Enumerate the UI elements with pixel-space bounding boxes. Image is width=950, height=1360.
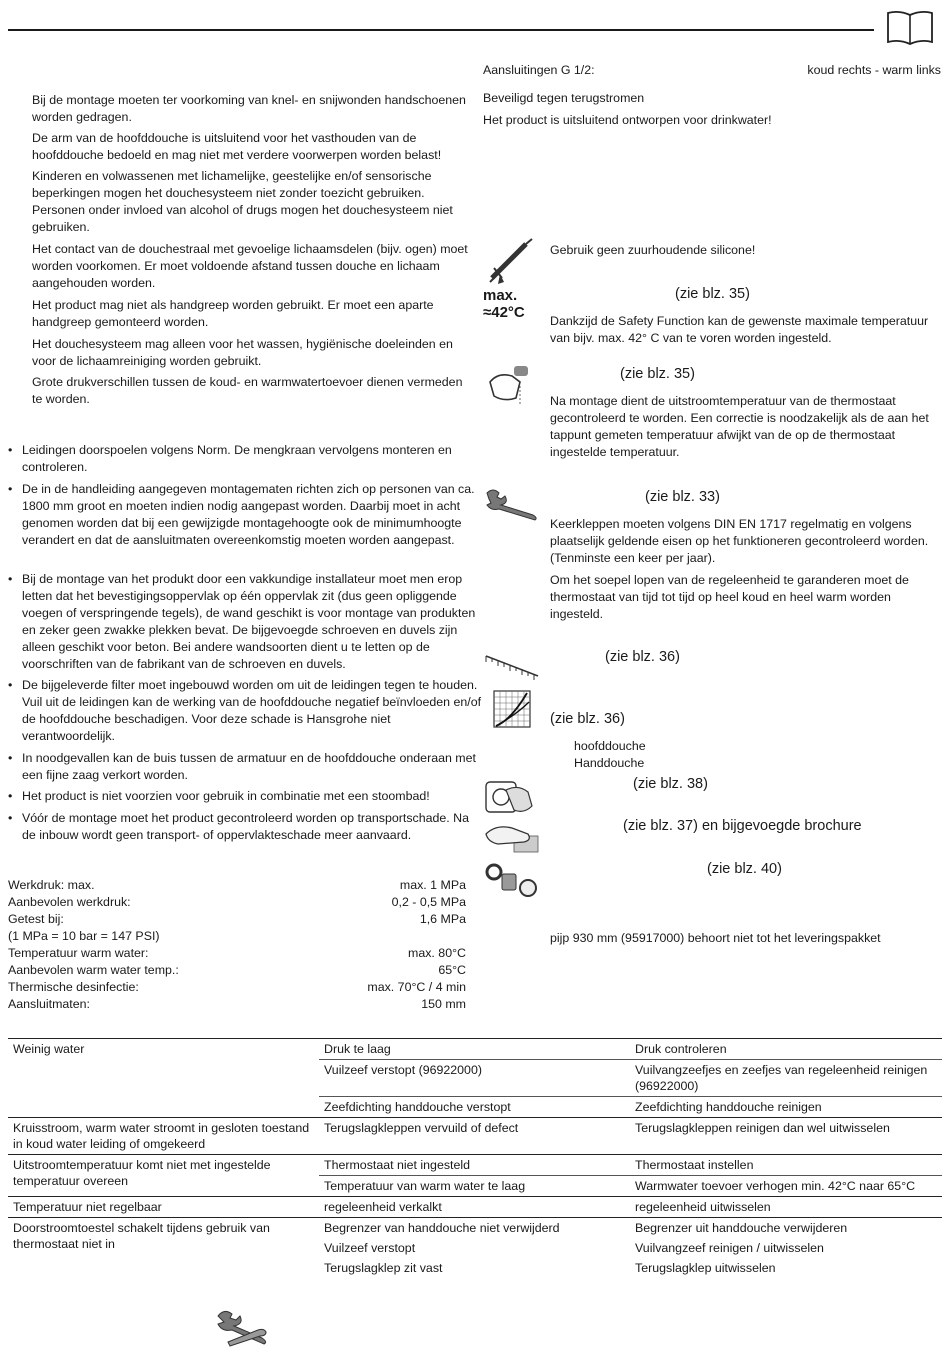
remedy-cell: Vuilvangzeefjes en zeefjes van regeleenheid reinigen (96922000) [630, 1060, 942, 1097]
temperature-label: ≈42°C [483, 304, 525, 321]
montage-bullet: • De in de handleiding aangegeven montagematen richten zich op personen van ca. 1800 mm groot en moeten indien nodig aangepast worden. Daarbij moet in acht genomen worden dat bij een gewijzigde montagehoogte ook de minimumhoogte verandert en dat de aansluitmaten overeenkomstig moeten worden aangepast. [8, 481, 482, 549]
troubleshooting-table [8, 1038, 942, 1278]
remedy-cell: Thermostaat instellen [630, 1155, 942, 1176]
page-reference: (zie blz. 37) en bijgevoegde brochure [623, 818, 862, 834]
remedy-cell: Terugslagkleppen reinigen dan wel uitwisselen [630, 1118, 942, 1155]
cause-cell: Zeefdichting handdouche verstopt [319, 1097, 630, 1118]
silicone-gun-icon [486, 238, 534, 284]
flow-diagram-icon [493, 690, 531, 728]
safety-paragraph: De arm van de hoofddouche is uitsluitend voor het vasthouden van de hoofddouche bedoeld en mag niet met verdere voorwerpen worden belast! [32, 131, 442, 162]
problem-cell: Temperatuur niet regelbaar [8, 1197, 319, 1218]
spec-label: Werkdruk: max. [8, 878, 95, 892]
cause-cell: Temperatuur van warm water te laag [319, 1176, 630, 1197]
remedy-cell: Warmwater toevoer verhogen min. 42°C naar 65°C [630, 1176, 942, 1197]
header-rule [8, 29, 874, 31]
book-icon [885, 10, 935, 46]
thermostat-hand-icon [486, 362, 534, 406]
safety-paragraph: Bij de montage moeten ter voorkoming van knel- en snijwonden handschoenen worden gedragen. [32, 93, 466, 124]
remedy-cell: Begrenzer uit handdouche verwijderen [630, 1218, 942, 1239]
ruler-icon [484, 648, 540, 684]
table-row [8, 1197, 942, 1218]
cause-cell: regeleenheid verkalkt [319, 1197, 630, 1218]
maintenance-text: Om het soepel lopen van de regeleenheid te garanderen moet de thermostaat van tijd tot tijd op heel koud en heel warm worden ingesteld. [550, 573, 909, 621]
spec-value: 150 mm [421, 997, 466, 1011]
montage-bullet: • De bijgeleverde filter moet ingebouwd worden om uit de leidingen tegen te houden. Vuil uit de leidingen kan de werking van de hoofddouche negatief beïnvloeden en/of de hoofddouche beschadigen. Voor deze schade is Hansgrohe niet verantwoordelijk. [8, 677, 482, 745]
spec-label: Temperatuur warm water: [8, 946, 149, 960]
wrench-icon [483, 487, 539, 521]
drinking-water-note: Het product is uitsluitend ontworpen voor drinkwater! [483, 113, 772, 127]
page-reference: (zie blz. 40) [707, 861, 782, 877]
safety-paragraph: Het contact van de douchestraal met gevoelige lichaamsdelen (bijv. ogen) moet worden voorkomen. Er moet voldoende afstand tussen douche en lichaam aangehouden worden. [32, 242, 468, 290]
problem-cell: Kruisstroom, warm water stroomt in gesloten toestand in koud water leiding of omgekeerd [8, 1118, 319, 1155]
spec-value: 0,2 - 0,5 MPa [391, 895, 466, 909]
safety-function-text: Dankzijd de Safety Function kan de gewenste maximale temperatuur van bijv. max. 42° C van te voren worden ingesteld. [550, 314, 929, 345]
problem-cell: Doorstroomtoestel schakelt tijdens gebruik van thermostaat niet in [8, 1218, 319, 1279]
spec-value: 1,6 MPa [419, 912, 466, 926]
connections-value: koud rechts - warm links [807, 63, 941, 77]
spare-parts-icon [484, 862, 540, 898]
montage-bullet: • In noodgevallen kan de buis tussen de armatuur en de hoofddouche onderaan met een fijne zaag verkort worden. [8, 750, 482, 784]
remedy-cell: Zeefdichting handdouche reinigen [630, 1097, 942, 1118]
spec-label: Aanbevolen warm water temp.: [8, 963, 179, 977]
problem-cell: Weinig water [8, 1039, 319, 1118]
spec-value: max. 70°C / 4 min [367, 980, 466, 994]
cause-cell: Vuilzeef verstopt [324, 1241, 416, 1255]
montage-bullet: • Leidingen doorspoelen volgens Norm. De mengkraan vervolgens monteren en controleren. [8, 442, 482, 476]
table-row [8, 1039, 942, 1060]
table-row [8, 1118, 942, 1155]
connections-label: Aansluitingen G 1/2: [483, 63, 595, 77]
cleaning-hand-icon [484, 820, 540, 856]
spec-label: Aanbevolen werkdruk: [8, 895, 131, 909]
remedy-cell: Terugslagklep uitwisselen [635, 1261, 776, 1275]
montage-bullet: • Bij de montage van het produkt door een vakkundige installateur moet men erop letten dat het bevestigingsoppervlak op één oppervlak zit (dus geen opliggende voegen of verspringende tegels), de wand geschikt is voor montage van produkten en zeker geen zwakke plekken bevat. De bijgevoegde schroeven en duvels zijn alleen geschikt voor beton. Bei andere wandsoorten dient u te letten op de voorschriften van de fabrikant van de schroeven en duvels. [8, 571, 482, 673]
spec-value: max. 1 MPa [399, 878, 466, 892]
remedy-cell: Vuilvangzeef reinigen / uitwisselen [635, 1241, 824, 1255]
silicone-note: Gebruik geen zuurhoudende silicone! [550, 243, 756, 257]
spec-value: max. 80°C [408, 946, 466, 960]
flow-label: hoofddouche [574, 739, 646, 753]
spec-label: Getest bij: [8, 912, 64, 926]
table-row [8, 1218, 942, 1239]
cause-cell: Vuilzeef verstopt (96922000) [319, 1060, 630, 1097]
safety-paragraph: Het douchesysteem mag alleen voor het wassen, hygiënische doeleinden en voor de lichaamreiniging worden gebruikt. [32, 337, 453, 368]
cause-cell: Druk te laag [319, 1039, 630, 1060]
remedy-cell: regeleenheid uitwisselen [630, 1197, 942, 1218]
pipe-note: pijp 930 mm (95917000) behoort niet tot het leveringspakket [550, 931, 881, 945]
spec-label: Thermische desinfectie: [8, 980, 139, 994]
remedy-cell: Druk controleren [630, 1039, 942, 1060]
spec-label: Aansluitmaten: [8, 997, 90, 1011]
calibration-text: Na montage dient de uitstroomtemperatuur van de thermostaat gecontroleerd te worden. Een correctie is noodzakelijk als de aan het tappunt gemeten temperatuur afwijkt van de op de thermostaat ingestelde temperatuur. [550, 394, 929, 459]
tools-icon [216, 1308, 272, 1348]
cause-cell: Thermostaat niet ingesteld [319, 1155, 630, 1176]
problem-cell: Uitstroomtemperatuur komt niet met ingestelde temperatuur overeen [8, 1155, 319, 1197]
page-reference: (zie blz. 35) [620, 366, 695, 382]
spec-value: 65°C [438, 963, 466, 977]
page-reference: (zie blz. 38) [633, 776, 708, 792]
spec-label: (1 MPa = 10 bar = 147 PSI) [8, 929, 160, 943]
page-reference: (zie blz. 36) [605, 649, 680, 665]
page-reference: (zie blz. 36) [550, 711, 625, 727]
montage-bullet: • Het product is niet voorzien voor gebruik in combinatie met een stoombad! [8, 788, 482, 805]
max-label: max. [483, 287, 518, 304]
safety-paragraph: Kinderen en volwassenen met lichamelijke, geestelijke en/of sensorische beperkingen mogen het douchesysteem niet zonder toezicht gebruiken. Personen onder invloed van alcohol of drugs mogen het douchesysteem niet gebruiken. [32, 169, 453, 234]
page-reference: (zie blz. 33) [645, 489, 720, 505]
handle-assembly-icon [484, 776, 536, 816]
montage-bullet: • Vóór de montage moet het product gecontroleerd worden op transportschade. Na de inbouw wordt geen transport- of oppervlakteschade meer aanvaard. [8, 810, 482, 844]
maintenance-text: Keerkleppen moeten volgens DIN EN 1717 regelmatig en volgens plaatselijk geldende eisen op het funktioneren gecontroleerd worden. (Tenminste een keer per jaar). [550, 517, 929, 565]
cause-cell: Terugslagkleppen vervuild of defect [319, 1118, 630, 1155]
flow-label: Handdouche [574, 756, 645, 770]
table-row [8, 1155, 942, 1176]
backflow-note: Beveiligd tegen terugstromen [483, 91, 645, 105]
cause-cell: Terugslagklep zit vast [324, 1261, 443, 1275]
safety-paragraph: Grote drukverschillen tussen de koud- en warmwatertoevoer dienen vermeden te worden. [32, 375, 463, 406]
cause-cell: Begrenzer van handdouche niet verwijderd [319, 1218, 630, 1239]
page-reference: (zie blz. 35) [675, 286, 750, 302]
safety-paragraph: Het product mag niet als handgreep worden gebruikt. Er moet een aparte handgreep gemonteerd worden. [32, 298, 434, 329]
